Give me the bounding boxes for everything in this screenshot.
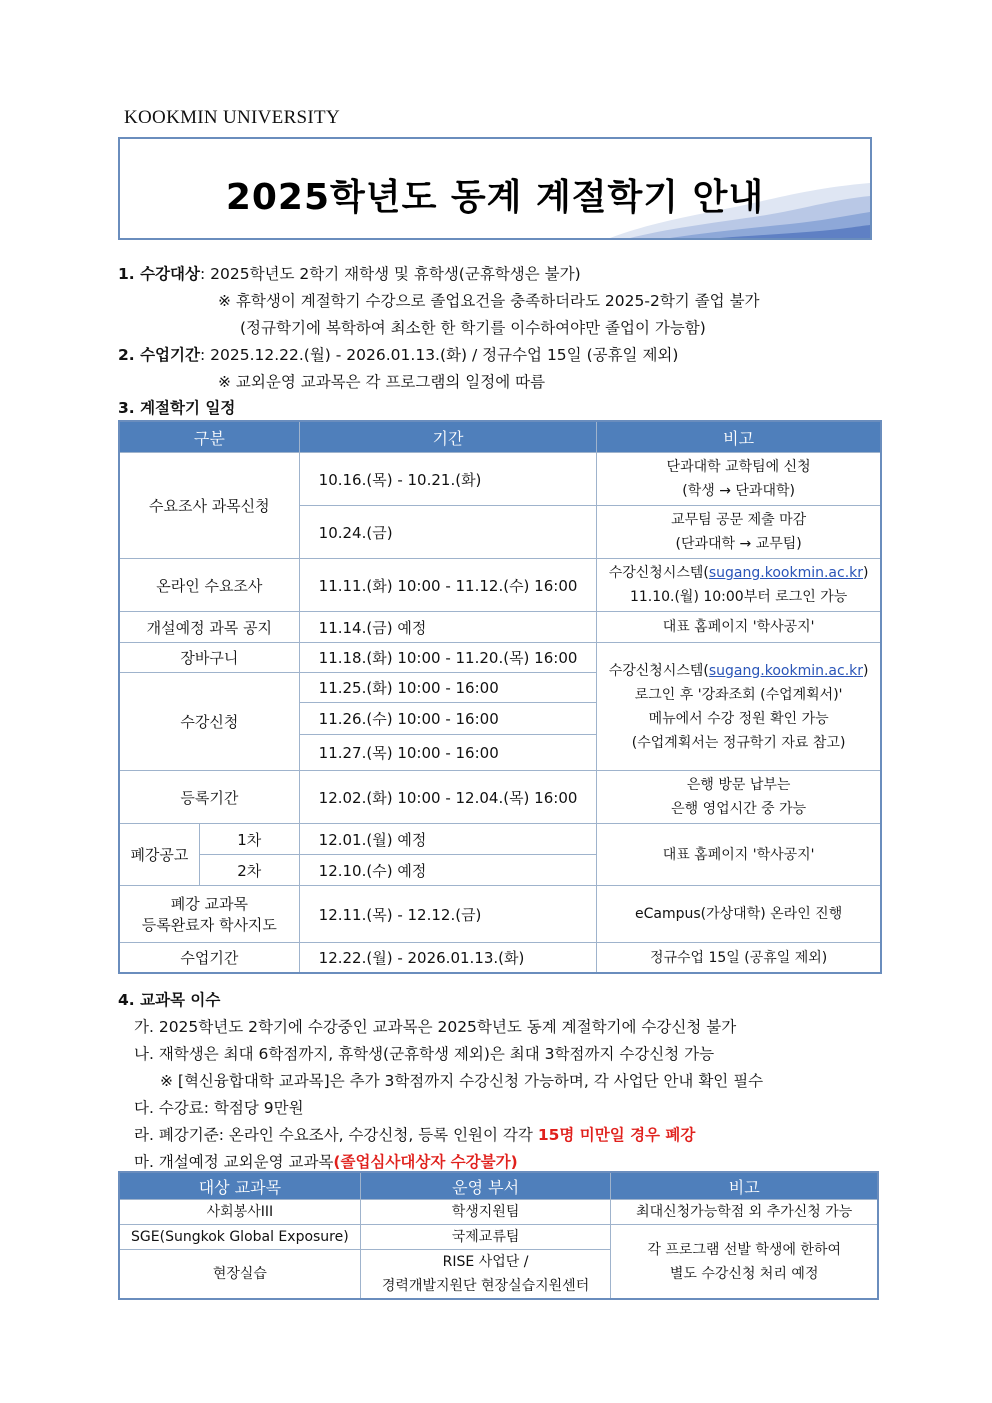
schedule-header-period: 기간 (299, 422, 597, 453)
schedule-cell-note: eCampus(가상대학) 온라인 진행 (597, 886, 881, 943)
schedule-cell-date: 11.14.(금) 예정 (299, 612, 597, 643)
title-box (118, 137, 872, 240)
section4-ma: 마. 개설예정 교외운영 교과목(졸업심사대상자 수강불가) (134, 1153, 518, 1171)
schedule-cell-note: 수강신청시스템(sugang.kookmin.ac.kr) 11.10.(월) 10:00부터 로그인 가능 (597, 559, 881, 612)
schedule-cell-date: 10.24.(금) (299, 506, 597, 559)
section1-note2: (정규학기에 복학하여 최소한 한 학기를 이수하여야만 졸업이 가능함) (240, 319, 706, 337)
schedule-cell-date: 12.02.(화) 10:00 - 12.04.(목) 16:00 (299, 771, 597, 824)
schedule-cell-round: 1차 (199, 824, 299, 855)
section-schedule-label (118, 395, 235, 422)
schedule-row-payment: 등록기간 (120, 771, 300, 824)
section-eligibility (118, 261, 760, 342)
schedule-cell-round: 2차 (199, 855, 299, 886)
schedule-cell-date: 11.26.(수) 10:00 - 16:00 (299, 703, 597, 735)
schedule-cell-date: 12.10.(수) 예정 (299, 855, 597, 886)
schedule-row-online-survey: 온라인 수요조사 (120, 559, 300, 612)
schedule-cell-date: 11.18.(화) 10:00 - 11.20.(목) 16:00 (299, 643, 597, 673)
course-cell-subject: SGE(Sungkok Global Exposure) (120, 1225, 361, 1250)
offcampus-course-table (119, 1172, 878, 1299)
section-course-completion (118, 987, 763, 1176)
schedule-cell-note: 단과대학 교학팀에 신청 (학생 → 단과대학) (597, 453, 881, 506)
schedule-header-note: 비고 (597, 422, 881, 453)
sugang-link[interactable]: sugang.kookmin.ac.kr (708, 662, 864, 679)
section-period (118, 342, 678, 396)
schedule-cell-date: 12.11.(목) - 12.12.(금) (299, 886, 597, 943)
schedule-row-cancel: 폐강공고 (120, 824, 200, 886)
schedule-cell-date: 11.11.(화) 10:00 - 11.12.(수) 16:00 (299, 559, 597, 612)
schedule-cell-date: 11.25.(화) 10:00 - 16:00 (299, 673, 597, 703)
section2-note: ※ 교외운영 교과목은 각 프로그램의 일정에 따름 (218, 373, 546, 391)
university-name: KOOKMIN UNIVERSITY (124, 107, 340, 128)
schedule-row-survey-subject: 수요조사 과목신청 (120, 453, 300, 559)
course-header-note: 비고 (611, 1173, 878, 1200)
course-cell-dept: RISE 사업단 / 경력개발지원단 현장실습지원센터 (360, 1250, 611, 1299)
course-header-dept: 운영 부서 (360, 1173, 611, 1200)
schedule-row-registration: 수강신청 (120, 673, 300, 771)
section4-label: 4. 교과목 이수 (118, 991, 221, 1009)
schedule-cell-note: 대표 홈페이지 '학사공지' (597, 612, 881, 643)
section2-text: : 2025.12.22.(월) - 2026.01.13.(화) / 정규수업 15일 (공휴일 제외) (199, 346, 679, 364)
schedule-cell-note: 은행 방문 납부는 은행 영업시간 중 가능 (597, 771, 881, 824)
schedule-cell-date: 12.01.(월) 예정 (299, 824, 597, 855)
section4-da: 다. 수강료: 학점당 9만원 (134, 1099, 304, 1117)
schedule-cell-note: 교무팀 공문 제출 마감 (단과대학 → 교무팀) (597, 506, 881, 559)
schedule-cell-note: 정규수업 15일 (공휴일 제외) (597, 943, 881, 973)
schedule-table (119, 421, 881, 973)
course-header-subject: 대상 교과목 (120, 1173, 361, 1200)
section4-na: 나. 재학생은 최대 6학점까지, 휴학생(군휴학생 제외)은 최대 3학점까지 수강신청 가능 (134, 1045, 715, 1063)
course-cell-subject: 현장실습 (120, 1250, 361, 1299)
schedule-cell-date: 12.22.(월) - 2026.01.13.(화) (299, 943, 597, 973)
course-cell-dept: 국제교류팀 (360, 1225, 611, 1250)
schedule-row-cart: 장바구니 (120, 643, 300, 673)
course-cell-dept: 학생지원팀 (360, 1200, 611, 1225)
schedule-cell-note: 수강신청시스템(sugang.kookmin.ac.kr) 로그인 후 '강좌조회 (수업계획서)' 메뉴에서 수강 정원 확인 가능 (수업계획서는 정규학기 자료 참고) (597, 643, 881, 771)
schedule-row-guidance: 폐강 교과목 등록완료자 학사지도 (120, 886, 300, 943)
section1-label: 1. 수강대상 (118, 265, 200, 283)
course-cell-subject: 사회봉사III (120, 1200, 361, 1225)
section4-na-note: ※ [혁신융합대학 교과목]은 추가 3학점까지 수강신청 가능하며, 각 사업단 안내 확인 필수 (160, 1072, 764, 1090)
section1-note1: ※ 휴학생이 계절학기 수강으로 졸업요건을 충족하더라도 2025-2학기 졸업 불가 (218, 292, 760, 310)
sugang-link[interactable]: sugang.kookmin.ac.kr (708, 565, 864, 581)
schedule-cell-note: 대표 홈페이지 '학사공지' (597, 824, 881, 886)
section3-label: 3. 계절학기 일정 (118, 399, 236, 417)
schedule-header-category: 구분 (120, 422, 300, 453)
course-cell-note: 최대신청가능학점 외 추가신청 가능 (611, 1200, 878, 1225)
schedule-row-class: 수업기간 (120, 943, 300, 973)
section4-ra: 라. 폐강기준: 온라인 수요조사, 수강신청, 등록 인원이 각각 15명 미만일 경우 폐강 (134, 1126, 696, 1144)
section1-text: : 2025학년도 2학기 재학생 및 휴학생(군휴학생은 불가) (199, 265, 581, 283)
schedule-cell-date: 11.27.(목) 10:00 - 16:00 (299, 735, 597, 771)
page-title: 2025학년도 동계 계절학기 안내 (225, 177, 765, 218)
section4-ga: 가. 2025학년도 2학기에 수강중인 교과목은 2025학년도 동계 계절학기에 수강신청 불가 (134, 1018, 737, 1036)
schedule-cell-date: 10.16.(목) - 10.21.(화) (299, 453, 597, 506)
course-cell-note: 각 프로그램 선발 학생에 한하여 별도 수강신청 처리 예정 (611, 1225, 878, 1299)
schedule-row-open-notice: 개설예정 과목 공지 (120, 612, 300, 643)
section2-label: 2. 수업기간 (118, 346, 200, 364)
